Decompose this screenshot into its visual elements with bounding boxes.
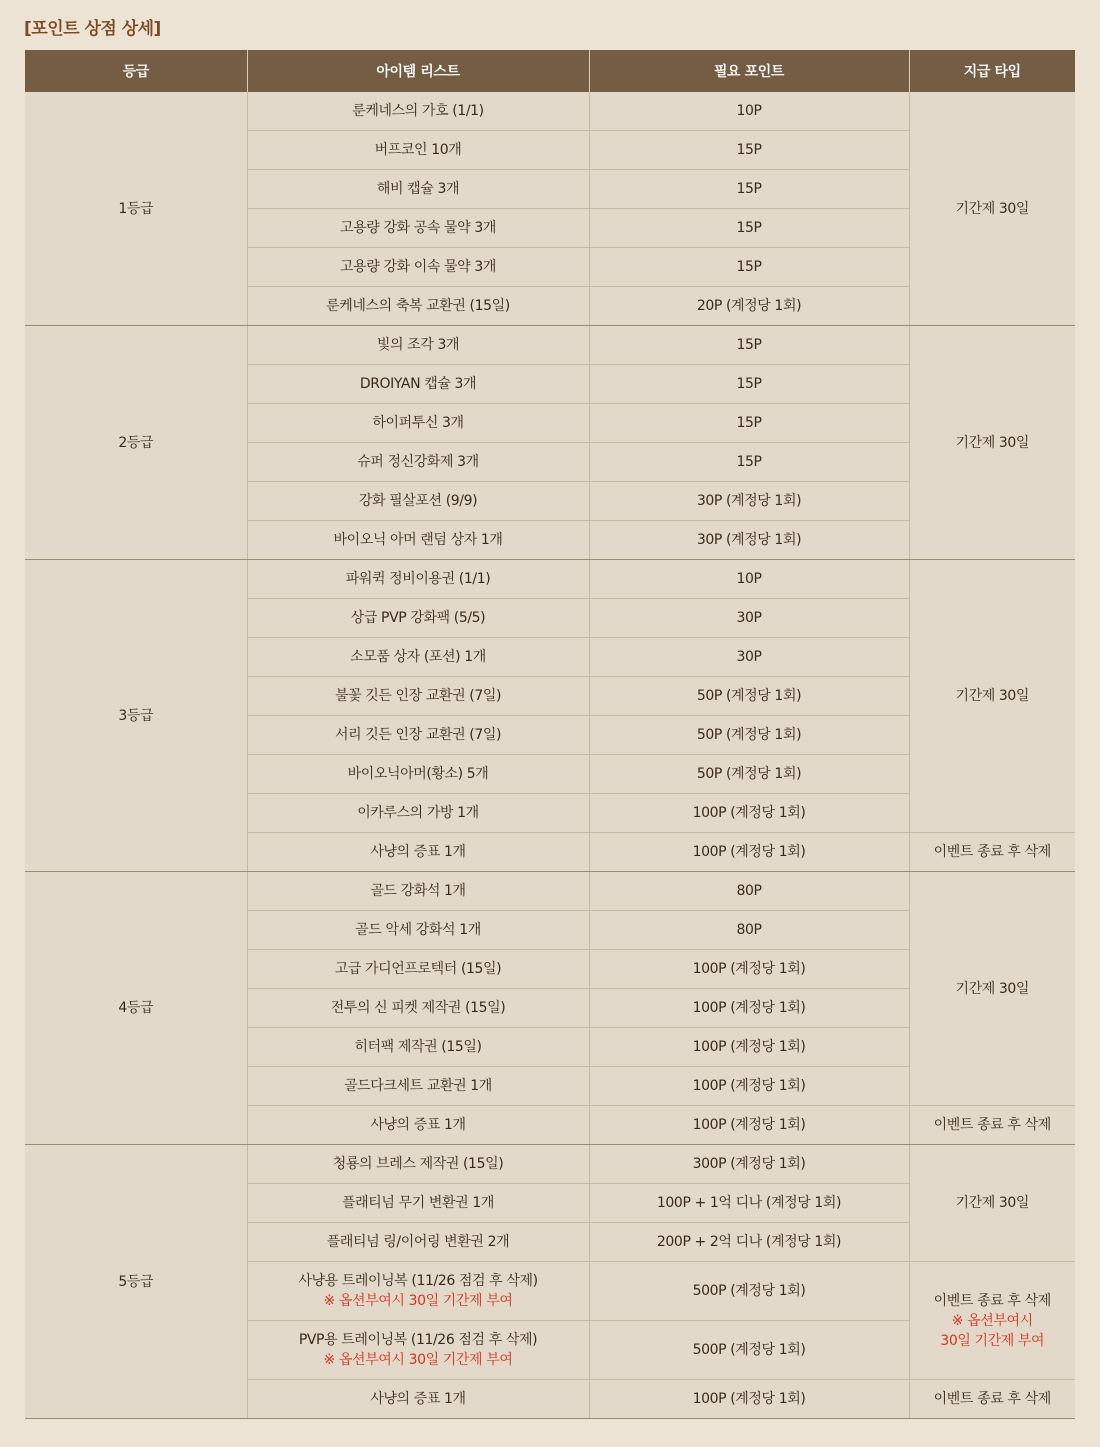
item-cell: 고용량 강화 공속 물약 3개	[247, 209, 589, 248]
payment-type-cell: 기간제 30일	[909, 1145, 1075, 1262]
item-cell: 골드다크세트 교환권 1개	[247, 1067, 589, 1106]
points-cell: 100P (계정당 1회)	[589, 833, 909, 872]
payment-type-cell: 기간제 30일	[909, 326, 1075, 560]
payment-type-cell: 기간제 30일	[909, 560, 1075, 833]
item-cell: 히터팩 제작권 (15일)	[247, 1028, 589, 1067]
points-cell: 30P (계정당 1회)	[589, 521, 909, 560]
option-note: ※ 옵션부여시 30일 기간제 부여	[323, 1293, 513, 1309]
points-cell: 100P (계정당 1회)	[589, 1380, 909, 1419]
header-grade: 등급	[25, 50, 247, 92]
item-cell: 슈퍼 정신강화제 3개	[247, 443, 589, 482]
points-cell: 200P + 2억 디나 (계정당 1회)	[589, 1223, 909, 1262]
table-row	[25, 326, 1075, 365]
payment-type-cell: 이벤트 종료 후 삭제	[909, 833, 1075, 872]
item-cell: 룬케네스의 축복 교환권 (15일)	[247, 287, 589, 326]
item-name: PVP용 트레이닝복 (11/26 점검 후 삭제)	[298, 1332, 538, 1348]
item-cell: 강화 필살포션 (9/9)	[247, 482, 589, 521]
payment-type-cell	[909, 1262, 1075, 1380]
points-cell: 100P (계정당 1회)	[589, 950, 909, 989]
points-cell: 15P	[589, 443, 909, 482]
points-cell: 100P (계정당 1회)	[589, 1067, 909, 1106]
points-cell: 80P	[589, 911, 909, 950]
points-cell: 30P (계정당 1회)	[589, 482, 909, 521]
points-cell: 80P	[589, 872, 909, 911]
item-cell: 청룡의 브레스 제작권 (15일)	[247, 1145, 589, 1184]
item-cell: 빛의 조각 3개	[247, 326, 589, 365]
points-cell: 15P	[589, 248, 909, 287]
points-cell: 30P	[589, 638, 909, 677]
item-cell: 불꽃 깃든 인장 교환권 (7일)	[247, 677, 589, 716]
payment-type-label: 이벤트 종료 후 삭제	[933, 1292, 1051, 1309]
points-cell: 100P (계정당 1회)	[589, 989, 909, 1028]
item-cell: 플래티넘 무기 변환권 1개	[247, 1184, 589, 1223]
grade-cell: 2등급	[25, 326, 247, 560]
points-cell: 300P (계정당 1회)	[589, 1145, 909, 1184]
item-cell: 전투의 신 피켓 제작권 (15일)	[247, 989, 589, 1028]
table-row	[25, 1145, 1075, 1184]
point-shop-table	[25, 50, 1075, 1419]
item-cell: 고급 가디언프로텍터 (15일)	[247, 950, 589, 989]
grade-cell: 1등급	[25, 92, 247, 326]
points-cell: 30P	[589, 599, 909, 638]
table-row	[25, 92, 1075, 131]
table-row	[25, 872, 1075, 911]
header-item-list: 아이템 리스트	[247, 50, 589, 92]
header-required-points: 필요 포인트	[589, 50, 909, 92]
table-row	[25, 560, 1075, 599]
points-cell: 50P (계정당 1회)	[589, 716, 909, 755]
payment-type-cell: 기간제 30일	[909, 872, 1075, 1106]
points-cell: 10P	[589, 560, 909, 599]
grade-cell: 5등급	[25, 1145, 247, 1419]
item-cell: DROIYAN 캡슐 3개	[247, 365, 589, 404]
item-cell: 버프코인 10개	[247, 131, 589, 170]
item-cell: 플래티넘 링/이어링 변환권 2개	[247, 1223, 589, 1262]
payment-note-line1: ※ 옵션부여시	[951, 1312, 1033, 1329]
item-cell: 사냥의 증표 1개	[247, 833, 589, 872]
payment-type-cell: 이벤트 종료 후 삭제	[909, 1380, 1075, 1419]
page-title: [포인트 상점 상세]	[24, 19, 161, 39]
item-cell: 소모품 상자 (포션) 1개	[247, 638, 589, 677]
points-cell: 100P (계정당 1회)	[589, 1028, 909, 1067]
item-cell: 하이퍼투신 3개	[247, 404, 589, 443]
item-cell: 사냥의 증표 1개	[247, 1106, 589, 1145]
table-body	[25, 92, 1075, 1419]
points-cell: 15P	[589, 365, 909, 404]
grade-cell: 4등급	[25, 872, 247, 1145]
item-cell: 바이오닉아머(황소) 5개	[247, 755, 589, 794]
item-cell: 골드 악세 강화석 1개	[247, 911, 589, 950]
points-cell: 50P (계정당 1회)	[589, 755, 909, 794]
payment-note-line2: 30일 기간제 부여	[940, 1332, 1045, 1349]
item-cell: 골드 강화석 1개	[247, 872, 589, 911]
grade-cell: 3등급	[25, 560, 247, 872]
points-cell: 100P + 1억 디나 (계정당 1회)	[589, 1184, 909, 1223]
points-cell: 500P (계정당 1회)	[589, 1321, 909, 1380]
points-cell: 100P (계정당 1회)	[589, 1106, 909, 1145]
item-cell: 룬케네스의 가호 (1/1)	[247, 92, 589, 131]
points-cell: 15P	[589, 209, 909, 248]
item-name: 사냥용 트레이닝복 (11/26 점검 후 삭제)	[298, 1273, 538, 1289]
points-cell: 15P	[589, 170, 909, 209]
points-cell: 20P (계정당 1회)	[589, 287, 909, 326]
item-cell: 이카루스의 가방 1개	[247, 794, 589, 833]
item-cell: 사냥의 증표 1개	[247, 1380, 589, 1419]
item-cell: 상급 PVP 강화팩 (5/5)	[247, 599, 589, 638]
points-cell: 15P	[589, 131, 909, 170]
payment-type-cell: 이벤트 종료 후 삭제	[909, 1106, 1075, 1145]
points-cell: 500P (계정당 1회)	[589, 1262, 909, 1321]
points-cell: 15P	[589, 326, 909, 365]
header-payment-type: 지급 타입	[909, 50, 1075, 92]
item-cell: 서리 깃든 인장 교환권 (7일)	[247, 716, 589, 755]
option-note: ※ 옵션부여시 30일 기간제 부여	[323, 1352, 513, 1368]
points-cell: 10P	[589, 92, 909, 131]
points-cell: 50P (계정당 1회)	[589, 677, 909, 716]
item-cell: 고용량 강화 이속 물약 3개	[247, 248, 589, 287]
item-cell	[247, 1262, 589, 1321]
item-cell	[247, 1321, 589, 1380]
points-cell: 15P	[589, 404, 909, 443]
item-cell: 파워퀵 정비이용권 (1/1)	[247, 560, 589, 599]
payment-type-cell: 기간제 30일	[909, 92, 1075, 326]
item-cell: 해비 캡슐 3개	[247, 170, 589, 209]
item-cell: 바이오닉 아머 랜덤 상자 1개	[247, 521, 589, 560]
table-header-row	[25, 50, 1075, 92]
points-cell: 100P (계정당 1회)	[589, 794, 909, 833]
